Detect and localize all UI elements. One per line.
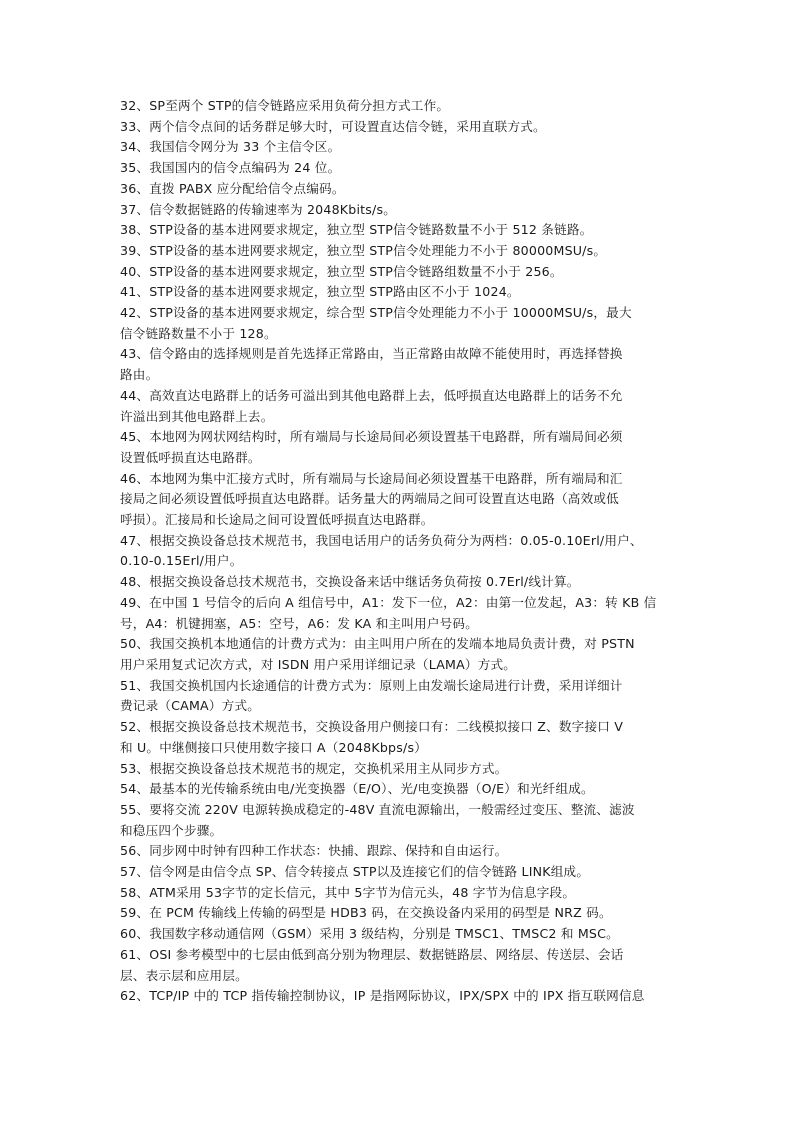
list-item-line: 57、信令网是由信令点 SP、信令转接点 STP以及连接它们的信令链路 LINK组成。 — [120, 864, 590, 880]
list-item — [120, 200, 680, 221]
list-item — [120, 427, 680, 468]
list-item — [120, 800, 680, 841]
list-item-line: 52、根据交换设备总技术规范书，交换设备用户侧接口有：二线模拟接口 Z、数字接口 V — [120, 719, 624, 735]
list-item-line: 49、在中国 1 号信令的后向 A 组信号中，A1：发下一位，A2：由第一位发起，A3：转 KB 信 — [120, 594, 657, 610]
list-item-line: 路由。 — [120, 367, 159, 383]
list-item-line: 设置低呼损直达电路群。 — [120, 449, 261, 465]
list-item — [120, 759, 680, 780]
list-item — [120, 841, 680, 862]
list-item — [120, 303, 680, 344]
list-item-line: 40、STP设备的基本进网要求规定，独立型 STP信令链路组数量不小于 256。 — [120, 263, 563, 279]
list-item — [120, 717, 680, 758]
list-item — [120, 779, 680, 800]
list-item — [120, 634, 680, 675]
list-item — [120, 220, 680, 241]
list-item-line: 35、我国国内的信令点编码为 24 位。 — [120, 160, 341, 176]
list-item-line: 60、我国数字移动通信网（GSM）采用 3 级结构，分别是 TMSC1、TMSC2 和 MSC。 — [120, 926, 619, 942]
list-item-line: 许溢出到其他电路群上去。 — [120, 408, 274, 424]
list-item-line: 51、我国交换机国内长途通信的计费方式为：原则上由发端长途局进行计费，采用详细计 — [120, 677, 623, 693]
list-item-line: 32、SP至两个 STP的信令链路应采用负荷分担方式工作。 — [120, 98, 450, 113]
list-item-line: 费记录（CAMA）方式。 — [120, 698, 261, 714]
list-item-line: 46、本地网为集中汇接方式时，所有端局与长途局间必须设置基干电路群，所有端局和汇 — [120, 470, 623, 486]
list-item-line: 0.10-0.15Erl/用户。 — [120, 553, 243, 569]
list-item — [120, 572, 680, 593]
list-item — [120, 469, 680, 531]
list-item-line: 45、本地网为网状网结构时，所有端局与长途局间必须设置基干电路群，所有端局间必须 — [120, 429, 623, 445]
list-item-line: 接局之间必须设置低呼损直达电路群。话务量大的两端局之间可设置直达电路（高效或低 — [120, 491, 619, 507]
document-body — [120, 96, 680, 1007]
list-item-line: 44、高效直达电路群上的话务可溢出到其他电路群上去，低呼损直达电路群上的话务不允 — [120, 387, 623, 403]
list-item-line: 和稳压四个步骤。 — [120, 822, 223, 838]
list-item-line: 层、表示层和应用层。 — [120, 967, 248, 983]
list-item-line: 34、我国信令网分为 33 个主信令区。 — [120, 139, 341, 155]
list-item-line: 33、两个信令点间的话务群足够大时，可设置直达信令链，采用直联方式。 — [120, 118, 546, 134]
list-item — [120, 862, 680, 883]
list-item-line: 37、信令数据链路的传输速率为 2048Kbits/s。 — [120, 201, 397, 217]
list-item — [120, 117, 680, 138]
list-item-line: 36、直拨 PABX 应分配给信令点编码。 — [120, 180, 345, 196]
list-item-line: 号，A4：机键拥塞，A5：空号，A6：发 KA 和主叫用户号码。 — [120, 615, 479, 631]
list-item — [120, 986, 680, 1007]
list-item — [120, 924, 680, 945]
list-item-line: 43、信令路由的选择规则是首先选择正常路由，当正常路由故障不能使用时，再选择替换 — [120, 346, 623, 362]
list-item — [120, 945, 680, 986]
list-item — [120, 96, 680, 117]
list-item-line: 47、根据交换设备总技术规范书，我国电话用户的话务负荷分为两档：0.05-0.10Erl/用户、 — [120, 532, 643, 548]
list-item-line: 42、STP设备的基本进网要求规定，综合型 STP信令处理能力不小于 10000MSU/s，最大 — [120, 305, 632, 321]
list-item-line: 55、要将交流 220V 电源转换成稳定的-48V 直流电源输出，一般需经过变压、整流、滤波 — [120, 801, 635, 817]
list-item — [120, 137, 680, 158]
list-item — [120, 282, 680, 303]
list-item-line: 56、同步网中时钟有四种工作状态：快捕、跟踪、保持和自由运行。 — [120, 843, 508, 859]
list-item — [120, 158, 680, 179]
list-item — [120, 903, 680, 924]
list-item-line: 和 U。中继侧接口只使用数字接口 A（2048Kbps/s） — [120, 739, 428, 755]
list-item-line: 59、在 PCM 传输线上传输的码型是 HDB3 码，在交换设备内采用的码型是 NRZ 码。 — [120, 905, 612, 921]
list-item — [120, 241, 680, 262]
list-item — [120, 179, 680, 200]
list-item — [120, 593, 680, 634]
list-item-line: 呼损）。汇接局和长途局之间可设置低呼损直达电路群。 — [120, 512, 434, 528]
list-item-line: 39、STP设备的基本进网要求规定，独立型 STP信令处理能力不小于 80000MSU/s。 — [120, 242, 607, 258]
list-item-line: 38、STP设备的基本进网要求规定，独立型 STP信令链路数量不小于 512 条链路。 — [120, 222, 593, 238]
list-item-line: 61、OSI 参考模型中的七层由低到高分别为物理层、数据链路层、网络层、传送层、会话 — [120, 946, 624, 962]
list-item — [120, 883, 680, 904]
list-item — [120, 262, 680, 283]
list-item-line: 用户采用复式记次方式，对 ISDN 用户采用详细记录（LAMA）方式。 — [120, 656, 517, 672]
list-item-line: 信令链路数量不小于 128。 — [120, 325, 277, 341]
list-item — [120, 531, 680, 572]
list-item — [120, 676, 680, 717]
list-item-line: 54、最基本的光传输系统由电/光变换器（E/O）、光/电变换器（O/E）和光纤组成。 — [120, 781, 594, 797]
list-item — [120, 386, 680, 427]
list-item-line: 53、根据交换设备总技术规范书的规定，交换机采用主从同步方式。 — [120, 760, 508, 776]
list-item-line: 62、TCP/IP 中的 TCP 指传输控制协议，IP 是指网际协议，IPX/SPX 中的 IPX 指互联网信息 — [120, 988, 645, 1004]
list-item-line: 50、我国交换机本地通信的计费方式为：由主叫用户所在的发端本地局负责计费，对 PSTN — [120, 636, 635, 652]
list-item-line: 58、ATM采用 53字节的定长信元，其中 5字节为信元头，48 字节为信息字段。 — [120, 884, 576, 900]
list-item — [120, 344, 680, 385]
list-item-line: 41、STP设备的基本进网要求规定，独立型 STP路由区不小于 1024。 — [120, 284, 520, 300]
list-item-line: 48、根据交换设备总技术规范书，交换设备来话中继话务负荷按 0.7Erl/线计算。 — [120, 574, 580, 590]
